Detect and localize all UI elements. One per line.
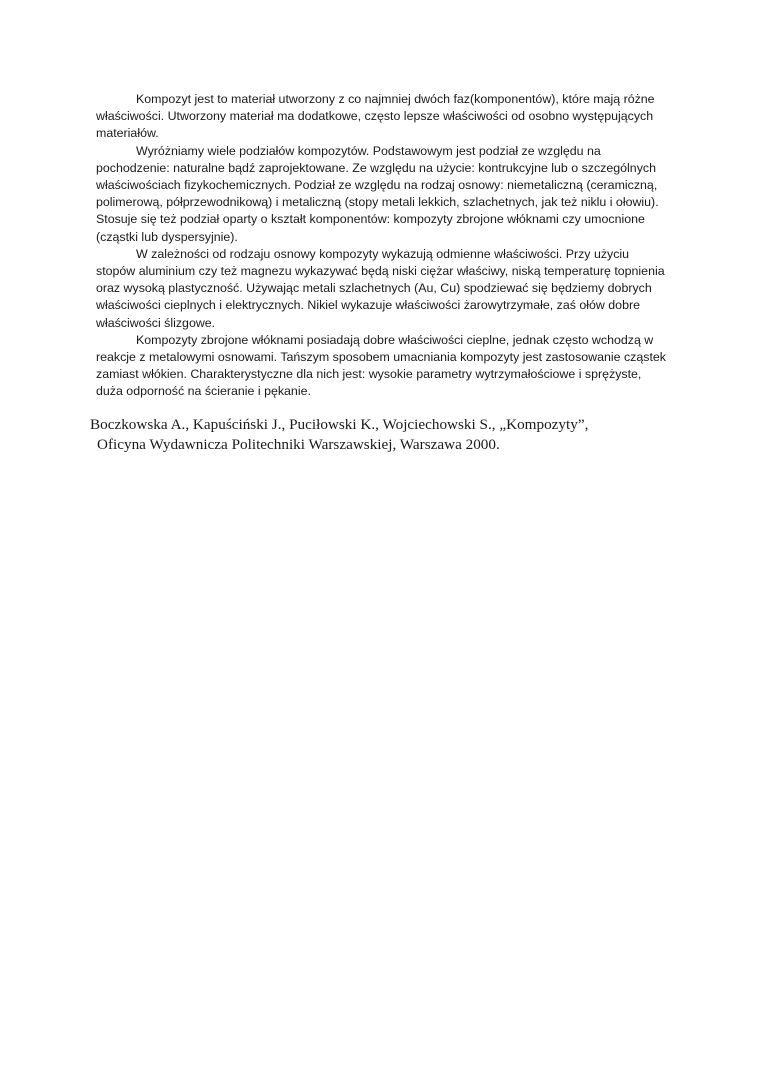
bibliography-citation	[90, 415, 690, 455]
paragraph-1: Kompozyt jest to materiał utworzony z co najmniej dwóch faz(komponentów), które mają różne właściwości. Utworzony materiał ma dodatkowe, często lepsze właściwości od osobno występujących materiałów.	[96, 92, 655, 141]
paragraph-4: Kompozyty zbrojone włóknami posiadają dobre właściwości cieplne, jednak często wchodzą w reakcje z metalowymi osnowami. Tańszym sposobem umacniania kompozyty jest zastosowanie cząstek zamiast włókien. Charakterystyczne dla nich jest: wysokie parametry wytrzymałościowe i sprężyste, duża odporność na ścieranie i pękanie.	[96, 332, 666, 399]
body-text	[96, 91, 666, 401]
paragraph-3: W zależności od rodzaju osnowy kompozyty wykazują odmienne właściwości. Przy użyciu stopów aluminium czy też magnezu wykazywać będą niski ciężar właściwy, niską temperaturę topnienia oraz wysoką plastyczność. Używając metali szlachetnych (Au, Cu) spodziewać się będziemy dobrych właściwości cieplnych i elektrycznych. Nikiel wykazuje właściwości żarowytrzymałe, zaś ołów dobre właściwości ślizgowe.	[96, 246, 665, 330]
citation-publisher-line: Oficyna Wydawnicza Politechniki Warszawskiej, Warszawa 2000.	[97, 436, 500, 453]
paragraph-2: Wyróżniamy wiele podziałów kompozytów. Podstawowym jest podział ze względu na pochodzenie: naturalne bądź zaprojektowane. Ze względu na użycie: kontrukcyjne lub o szczególnych właściwościach fizykochemicznych. Podział ze względu na rodzaj osnowy: niemetaliczną (ceramiczną, polimerową, półprzewodnikową) i metaliczną (stopy metali lekkich, szlachetnych, jak też niklu i ołowiu). Stosuje się też podział oparty o kształt komponentów: kompozyty zbrojone włóknami czy umocnione (cząstki lub dyspersyjnie).	[96, 143, 659, 244]
citation-authors-line: Boczkowska A., Kapuściński J., Puciłowski K., Wojciechowski S., „Kompozyty”,	[90, 416, 589, 433]
